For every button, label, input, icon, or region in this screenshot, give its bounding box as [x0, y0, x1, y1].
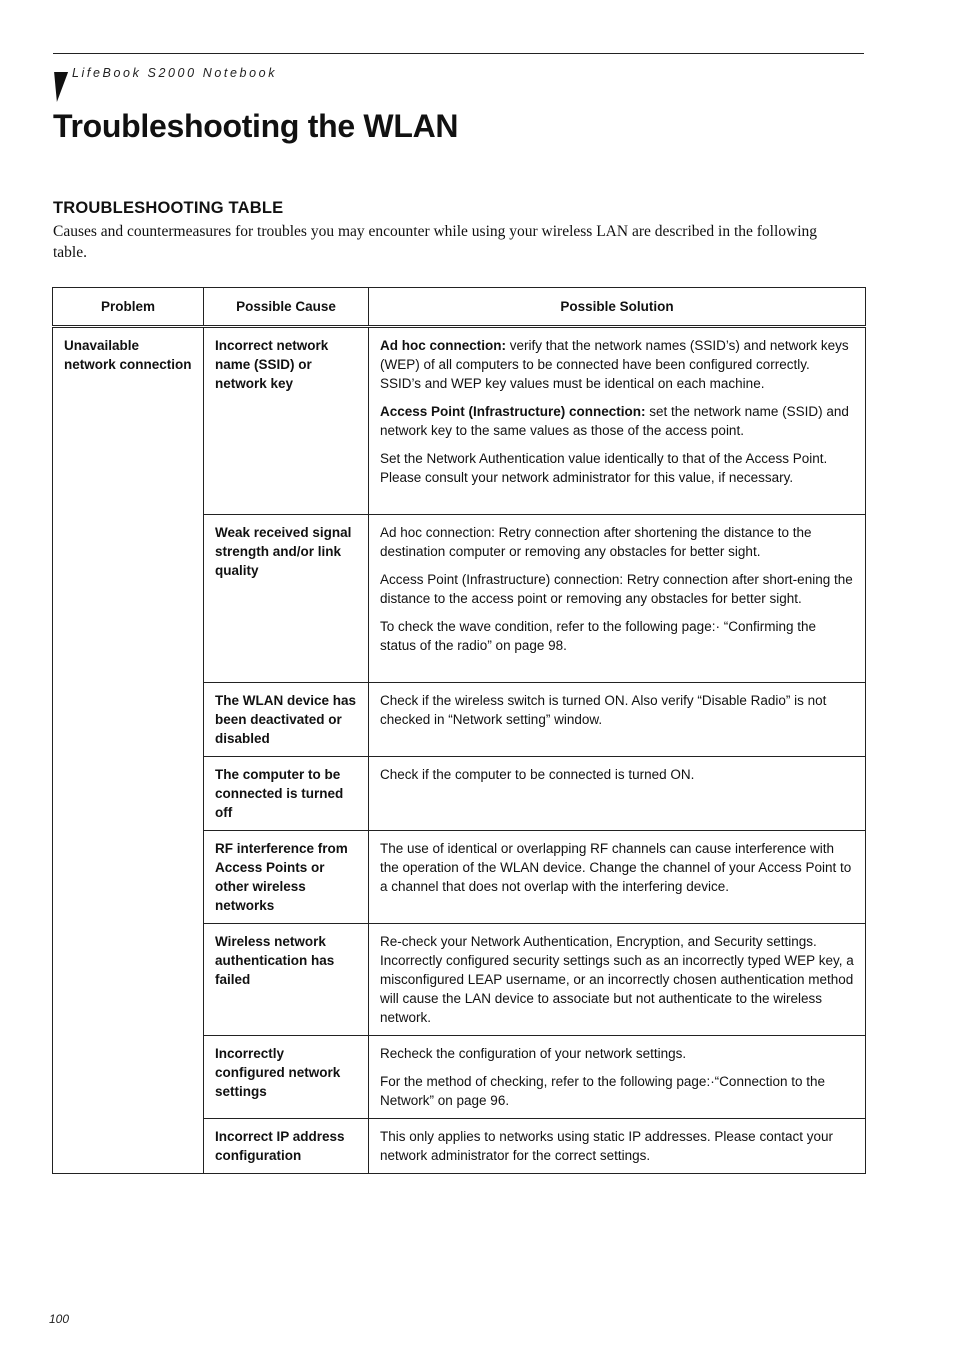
solution-paragraph: To check the wave condition, refer to the following page:· “Confirming the status of the radio” on page 98. [380, 619, 816, 653]
solution-label: Ad hoc connection: [380, 338, 506, 353]
cause-cell: RF interference from Access Points or other wireless networks [204, 831, 369, 924]
column-header-solution: Possible Solution [369, 288, 866, 327]
solution-paragraph [380, 336, 854, 393]
header-marker-icon [50, 72, 68, 102]
section-title: TROUBLESHOOTING TABLE [53, 199, 284, 217]
solution-label: Access Point (Infrastructure) connection: [380, 404, 646, 419]
troubleshooting-table [52, 287, 866, 1174]
solution-cell [369, 327, 866, 515]
solution-paragraph: For the method of checking, refer to the following page:·“Connection to the Network” on page 96. [380, 1074, 826, 1108]
solution-paragraph: Check if the wireless switch is turned ON. Also verify “Disable Radio” is not checked in “Network setting” window. [380, 693, 827, 727]
running-head: LifeBook S2000 Notebook [72, 66, 278, 80]
cause-cell: Incorrectly configured network settings [204, 1036, 369, 1119]
solution-cell [369, 831, 866, 924]
cause-cell: The WLAN device has been deactivated or disabled [204, 683, 369, 757]
solution-paragraph: The use of identical or overlapping RF channels can cause interference with the operation of the WLAN device. Change the channel of your Access Point to a channel that does not overlap with the interfering device. [380, 841, 852, 894]
table-row [53, 327, 866, 515]
intro-paragraph: Causes and countermeasures for troubles you may encounter while using your wireless LAN are described in the following table. [53, 223, 818, 261]
column-header-cause: Possible Cause [204, 288, 369, 327]
solution-paragraph: Access Point (Infrastructure) connection: Retry connection after short-ening the distance to the access point or removing any obstacles for better sight. [380, 572, 853, 606]
page-title: Troubleshooting the WLAN [53, 108, 459, 144]
solution-paragraph: Ad hoc connection: Retry connection after shortening the distance to the destination computer or removing any obstacles for better sight. [380, 525, 812, 559]
problem-cell: Unavailable network connection [53, 327, 204, 1174]
cause-cell: Weak received signal strength and/or link quality [204, 515, 369, 683]
solution-paragraph: Check if the computer to be connected is turned ON. [380, 767, 695, 782]
solution-paragraph: Re-check your Network Authentication, Encryption, and Security settings. Incorrectly configured security settings such as an incorrectly typed WEP key, a misconfigured LEAP username, or an incorrectly chosen authentication method will cause the LAN device to associate but not authenticate to the wireless network. [380, 934, 854, 1025]
solution-paragraph: This only applies to networks using static IP addresses. Please contact your network administrator for the correct settings. [380, 1129, 833, 1163]
column-header-problem: Problem [53, 288, 204, 327]
solution-cell [369, 1119, 866, 1174]
cause-cell: Incorrect network name (SSID) or network key [204, 327, 369, 515]
cause-cell: Wireless network authentication has failed [204, 924, 369, 1036]
cause-cell: The computer to be connected is turned off [204, 757, 369, 831]
solution-paragraph: Recheck the configuration of your network settings. [380, 1046, 687, 1061]
solution-paragraph [380, 402, 854, 440]
solution-text: set the network name (SSID) and network key to the same values as those of the access point. [380, 404, 849, 438]
solution-cell [369, 1036, 866, 1119]
header-rule [53, 53, 864, 54]
solution-cell [369, 924, 866, 1036]
solution-cell [369, 757, 866, 831]
page-number: 100 [49, 1312, 70, 1326]
cause-cell: Incorrect IP address configuration [204, 1119, 369, 1174]
solution-paragraph: Set the Network Authentication value identically to that of the Access Point. Please consult your network administrator for this value, if necessary. [380, 451, 828, 485]
solution-text: verify that the network names (SSID’s) and network keys (WEP) of all computers to be connected have been configured correctly. SSID’s and WEP key values must be identical on each machine. [380, 338, 849, 391]
table-header-row [53, 288, 866, 327]
solution-cell [369, 515, 866, 683]
solution-cell [369, 683, 866, 757]
